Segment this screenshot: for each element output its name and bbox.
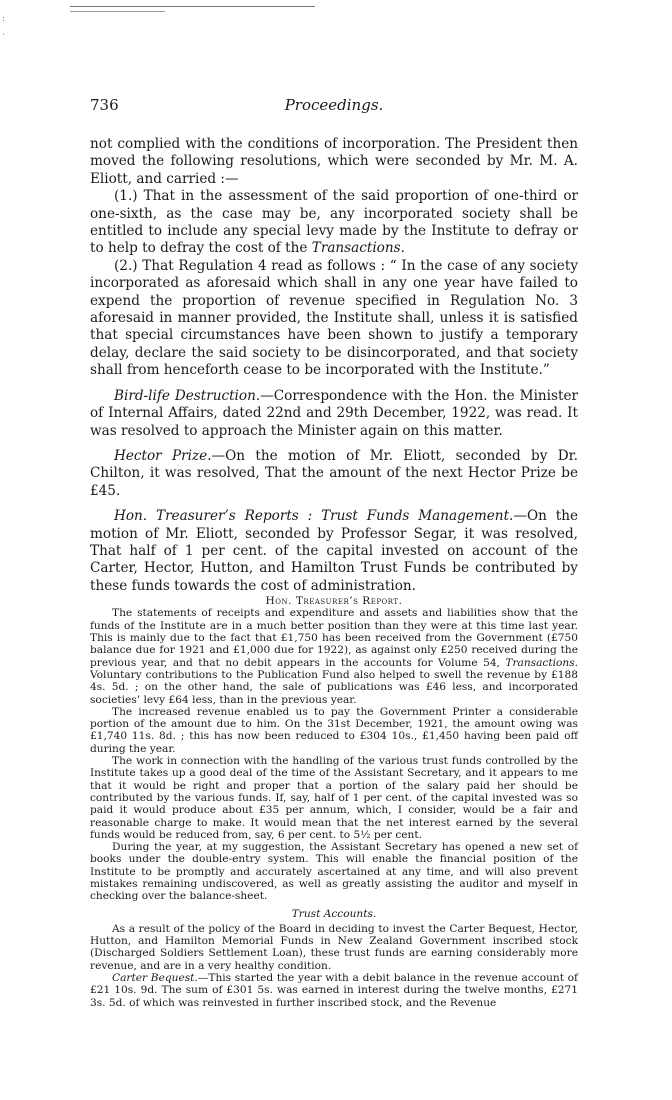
paragraph: not complied with the conditions of incorporation. The President then moved the following resolutions, which were seconded by Mr. M. A. Eliott, and carried :— (90, 136, 578, 187)
scan-top-rule-short (70, 11, 165, 12)
treasurer-report (90, 595, 578, 1009)
report-paragraph: During the year, at my suggestion, the Assistant Secretary has opened a new set of books under the double-entry system. This will enable the financial position of the Institute to be promptly and accurately ascertained at any time, and will also prevent mistakes remaining undiscovered, as well as greatly assisting the auditor and myself in checking over the balance-sheet. (90, 841, 578, 903)
paragraph-hector-prize (90, 448, 578, 500)
paragraph-text: (1.) That in the assessment of the said proportion of one-third or one-sixth, as the case may be, any incorporated society shall be entitled to include any special levy made by the Institute to defray or to help to defray the cost of the (90, 188, 578, 257)
page-number: 736 (90, 96, 119, 114)
report-heading: Hon. Treasurer’s Report. (265, 595, 403, 608)
trust-paragraph-carter (90, 972, 578, 1009)
scan-top-rule (70, 6, 315, 7)
paragraph-text: —This started the year with a debit balance in the revenue account of £21 10s. 9d. The sum of £301 5s. was earned in interest during the twelve months, £271 3s. 5d. of which was reinvested in further inscribed stock, and the Revenue (90, 972, 578, 1009)
paragraph-resolution-1 (90, 188, 578, 258)
paragraph-text: —On the motion of Mr. Eliott, seconded by Professor Segar, it was resolved, That half of 1 per cent. of the capital invested on account of the Carter, Hector, Hutton, and Hamilton Trust Funds be contributed by these funds towards the cost of administration. (90, 508, 578, 594)
trust-accounts-heading: Trust Accounts. (291, 907, 377, 920)
italic-title: Transactions. (311, 240, 405, 257)
paragraph-text: The statements of receipts and expenditure and assets and liabilities show that the funds of the Institute are in a much better position than they were at this time last year. This is mainly due to the fact that £1,750 has been received from the Government (£750 balance due for 1921 and £1,000 due for 1922), as against only £250 received during the previous year, and that no debit appears in the accounts for Volume 54, (90, 607, 578, 669)
paragraph-text: —On the motion of Mr. Eliott, seconded by Dr. Chilton, it was resolved, That the amount of the next Hector Prize be £45. (90, 447, 578, 499)
report-paragraph (90, 607, 578, 705)
paragraph-text: Voluntary contributions to the Publication Fund also helped to swell the revenue by £188 4s. 5d. ; on the other hand, the sale of publications was £46 less, and incorporated societies’ levy £64 less, than in the previous year. (90, 668, 578, 706)
section-run-in-head: Carter Bequest. (112, 972, 198, 985)
report-paragraph: The increased revenue enabled us to pay the Government Printer a considerable portion of the amount due to him. On the 31st December, 1921, the amount owing was £1,740 11s. 8d. ; this has now been reduced to £304 10s., £1,450 having been paid off during the year. (90, 705, 578, 755)
paragraph-resolution-2: (2.) That Regulation 4 read as follows : “ In the case of any society incorporated as aforesaid which shall in any one year have failed to expend the proportion of revenue specified in Regulation No. 3 aforesaid in manner provided, the Institute shall, unless it is satisfied that special circumstances have been shown to justify a temporary delay, declare the said society to be disincorporated, and that society shall from henceforth cease to be incorporated with the Institute.” (90, 257, 578, 379)
trust-paragraph: As a result of the policy of the Board in deciding to invest the Carter Bequest, Hector, Hutton, and Hamilton Memorial Funds in New Zealand Government inscribed stock (Discharged Soldiers Settlement Loan), these trust funds are earning considerably more revenue, and are in a very healthy condition. (90, 922, 578, 972)
section-run-in-head: Bird-life Destruction. (114, 387, 261, 404)
section-run-in-head: Hector Prize. (114, 447, 212, 464)
scan-margin-mark: · (2, 30, 5, 40)
italic-title: Transactions. (505, 656, 578, 669)
section-run-in-head: Hon. Treasurer’s Reports : Trust Funds Management. (114, 508, 514, 525)
proceedings-body (90, 136, 578, 595)
paragraph-bird-life (90, 388, 578, 440)
paragraph-text: —Correspondence with the Hon. the Minister of Internal Affairs, dated 22nd and 29th December, 1922, was read. It was resolved to approach the Minister again on this matter. (90, 387, 578, 439)
paragraph-treasurer-reports (90, 508, 578, 595)
page-header (90, 88, 578, 136)
report-paragraph: The work in connection with the handling of the various trust funds controlled by the Institute takes up a good deal of the time of the Assistant Secretary, and it appears to me that it would be right and proper that a portion of the salary paid her should be contributed by the various funds. If, say, half of 1 per cent. of the capital invested was so paid it would produce about £35 per annum, which, I consider, would be a fair and reasonable charge to make. It would mean that the net interest earned by the several funds would be reduced from, say, 6 per cent. to 5½ per cent. (90, 755, 578, 841)
text-column (90, 88, 578, 1009)
running-title: Proceedings. (284, 96, 384, 114)
scan-margin-mark: : (2, 14, 6, 24)
